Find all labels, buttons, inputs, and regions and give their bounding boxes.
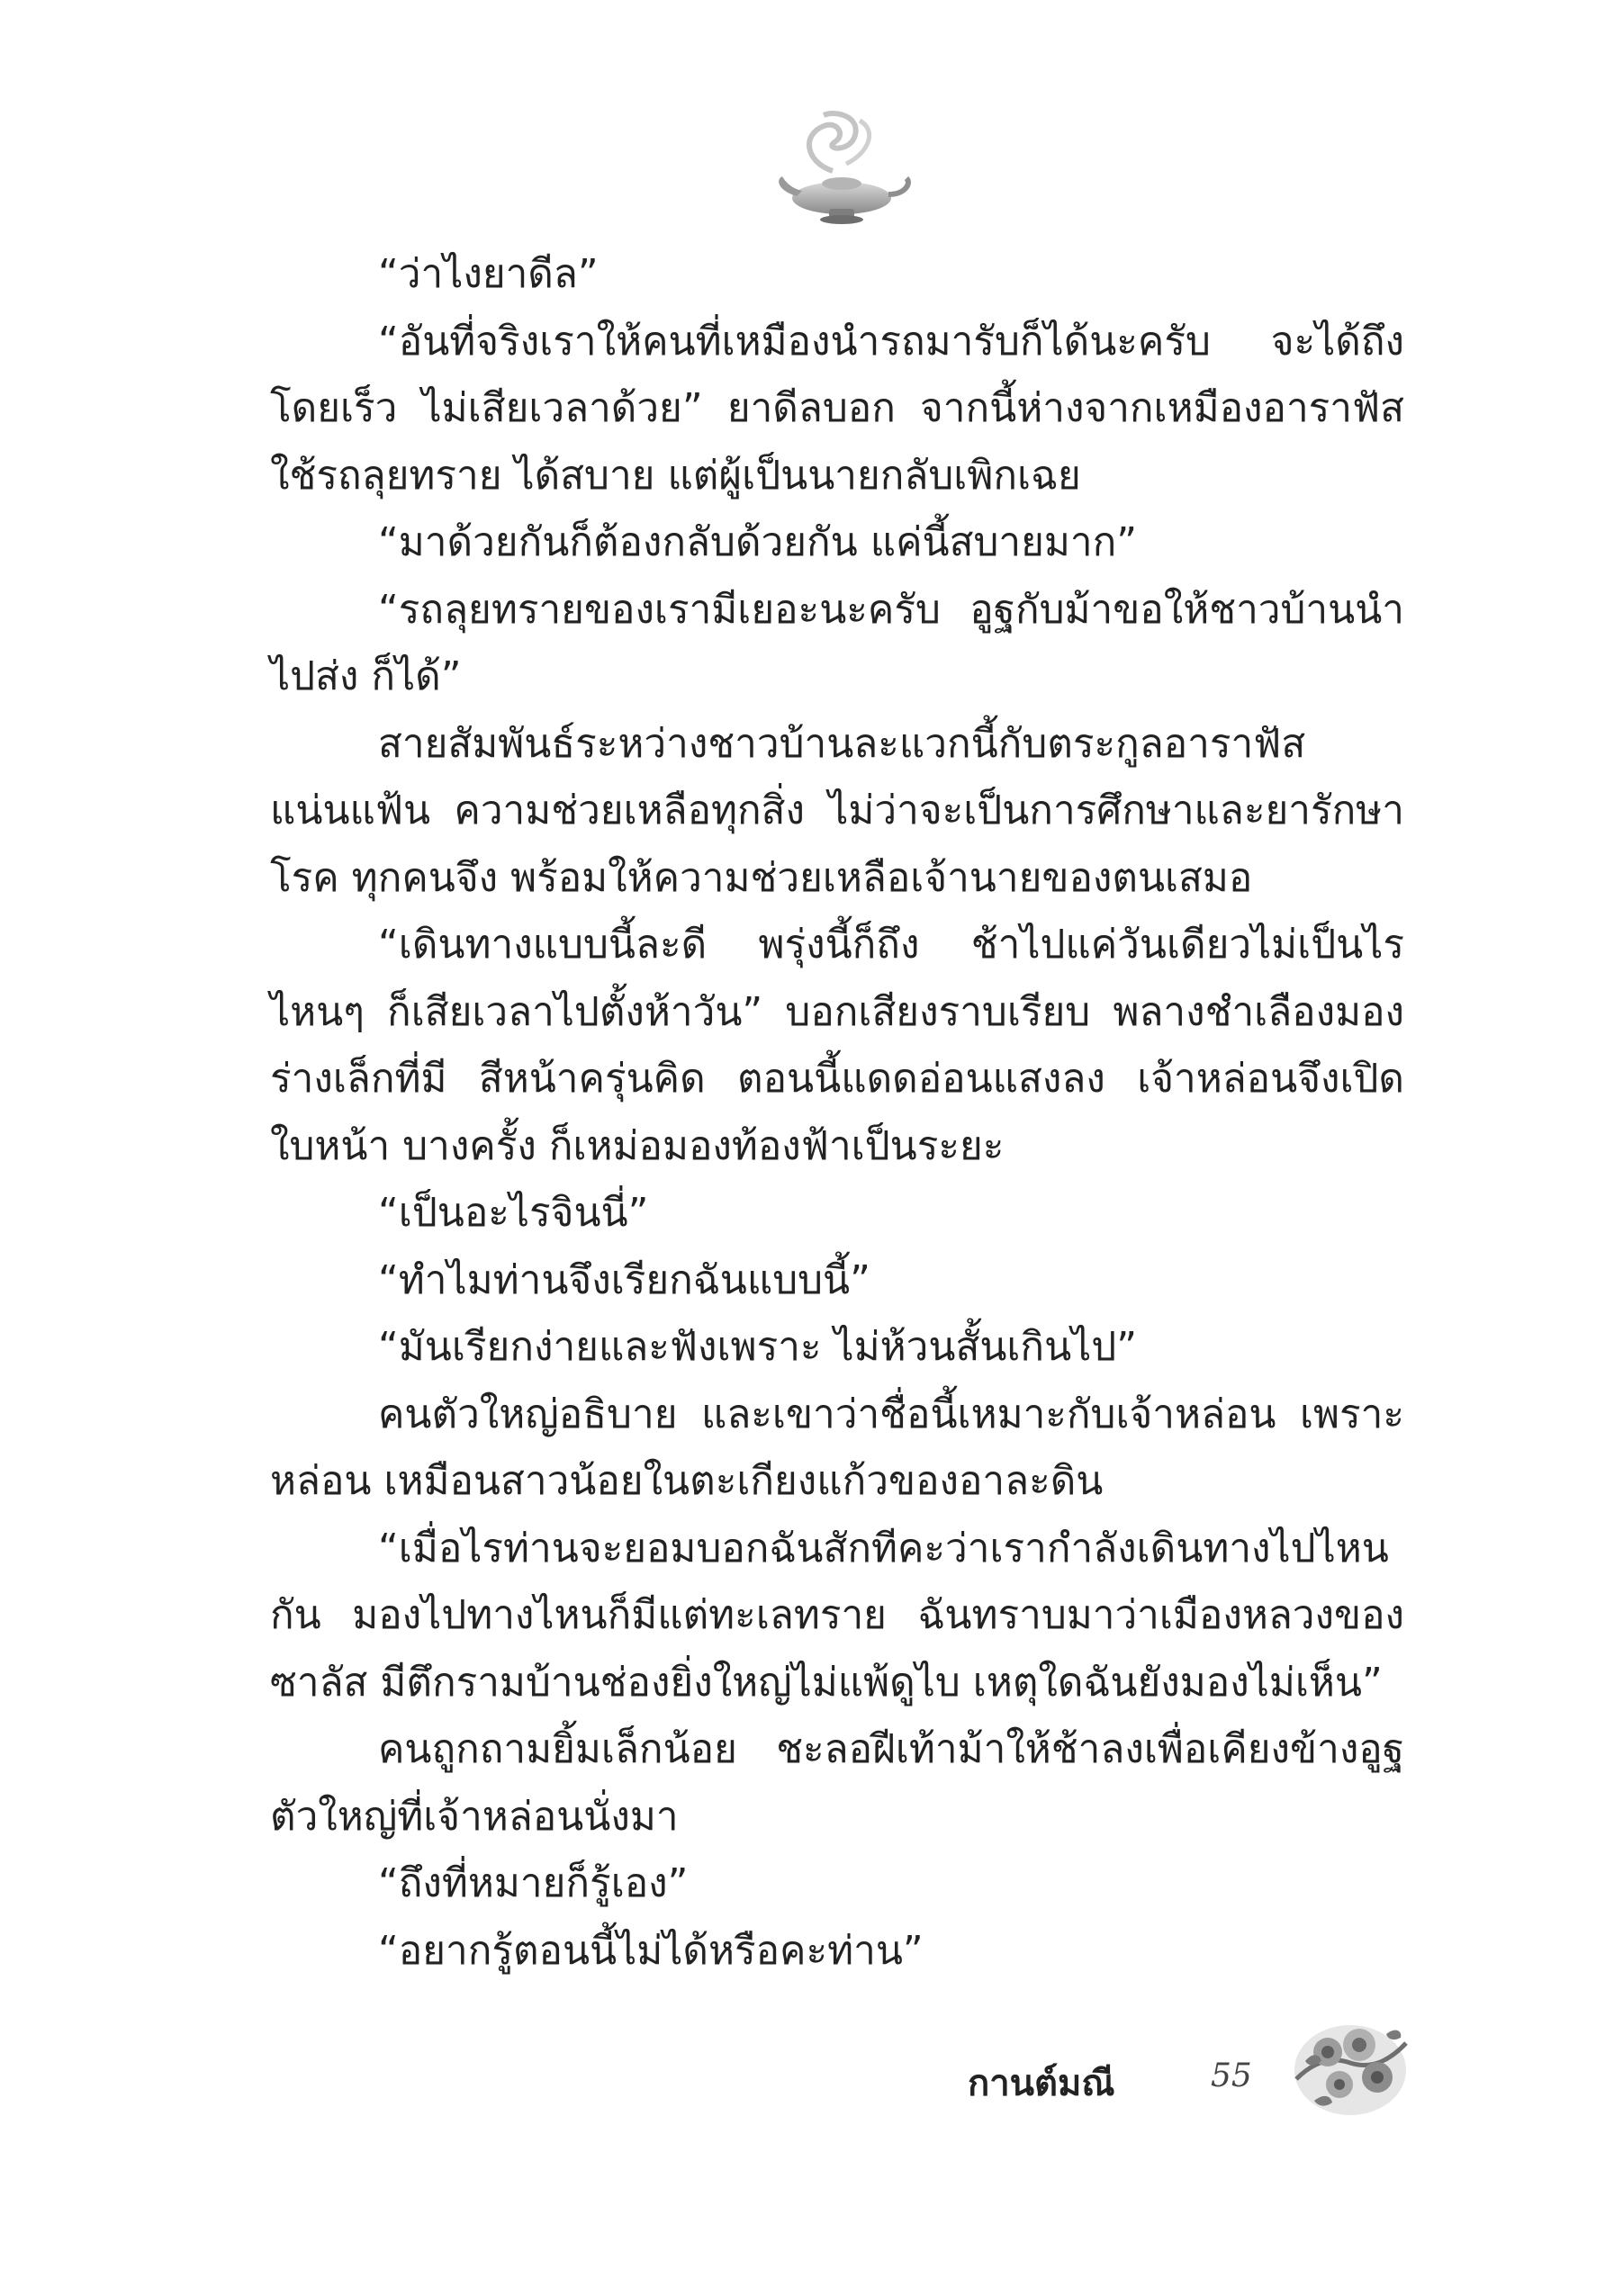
book-title: กานต์มณี bbox=[968, 2063, 1115, 2104]
paragraph: “อยากรู้ตอนนี้ไม่ได้หรือคะท่าน” bbox=[378, 1927, 924, 1974]
body-text bbox=[270, 241, 1404, 1985]
paragraph: “รถลุยทรายของเรามีเยอะนะครับ อูฐกับม้าขอให้ชาวบ้านนำไปส่ง ก็ได้” bbox=[270, 586, 1404, 699]
paragraph: “มาด้วยกันก็ต้องกลับด้วยกัน แค่นี้สบายมาก” bbox=[378, 519, 1138, 565]
paragraph: “เป็นอะไรจินนี่” bbox=[378, 1190, 649, 1236]
paragraph: “เมื่อไรท่านจะยอมบอกฉันสักทีคะว่าเรากำลังเดินทางไปไหนกัน มองไปทางไหนก็มีแต่ทะเลทราย ฉันทราบมาว่าเมืองหลวงของซาลัส มีตึกรามบ้านช่องยิ่งใหญ่ไม่แพ้ดูไบ เหตุใดฉันยังมองไม่เห็น” bbox=[270, 1525, 1404, 1706]
paragraph: คนถูกถามยิ้มเล็กน้อย ชะลอฝีเท้าม้าให้ช้าลงเพื่อเคียงข้างอูฐ ตัวใหญ่ที่เจ้าหล่อนนั่งมา bbox=[270, 1726, 1404, 1840]
paragraph: “ทำไมท่านจึงเรียกฉันแบบนี้” bbox=[378, 1256, 870, 1303]
paragraph: “ถึงที่หมายก็รู้เอง” bbox=[378, 1860, 689, 1906]
paragraph: “อันที่จริงเราให้คนที่เหมืองนำรถมารับก็ได้นะครับ จะได้ถึงโดยเร็ว ไม่เสียเวลาด้วย” ยาดีลบอก จากนี้ห่างจากเหมืองอาราฟัส ใช้รถลุยทราย ได้สบาย แต่ผู้เป็นนายกลับเพิกเฉย bbox=[270, 318, 1404, 499]
paragraph: คนตัวใหญ่อธิบาย และเขาว่าชื่อนี้เหมาะกับเจ้าหล่อน เพราะหล่อน เหมือนสาวน้อยในตะเกียงแก้วของอาละดิน bbox=[270, 1391, 1404, 1504]
paragraph: “ว่าไงยาดีล” bbox=[378, 251, 599, 297]
page-number: 55 bbox=[1211, 2057, 1252, 2094]
paragraph: สายสัมพันธ์ระหว่างชาวบ้านละแวกนี้กับตระกูลอาราฟัสแน่นแฟ้น ความช่วยเหลือทุกสิ่ง ไม่ว่าจะเป็นการศึกษาและยารักษาโรค ทุกคนจึง พร้อมให้ความช่วยเหลือเจ้านายของตนเสมอ bbox=[270, 720, 1404, 901]
flower-bouquet-icon bbox=[1287, 2007, 1413, 2124]
paragraph: “มันเรียกง่ายและฟังเพราะ ไม่ห้วนสั้นเกินไป” bbox=[378, 1324, 1138, 1370]
magic-lamp-icon bbox=[770, 108, 914, 234]
paragraph: “เดินทางแบบนี้ละดี พรุ่งนี้ก็ถึง ช้าไปแค่วันเดียวไม่เป็นไร ไหนๆ ก็เสียเวลาไปตั้งห้าวัน” บอกเสียงราบเรียบ พลางชำเลืองมองร่างเล็กที่มี สีหน้าครุ่นคิด ตอนนี้แดดอ่อนแสงลง เจ้าหล่อนจึงเปิดใบหน้า บางครั้ง ก็เหม่อมองท้องฟ้าเป็นระยะ bbox=[270, 922, 1404, 1169]
